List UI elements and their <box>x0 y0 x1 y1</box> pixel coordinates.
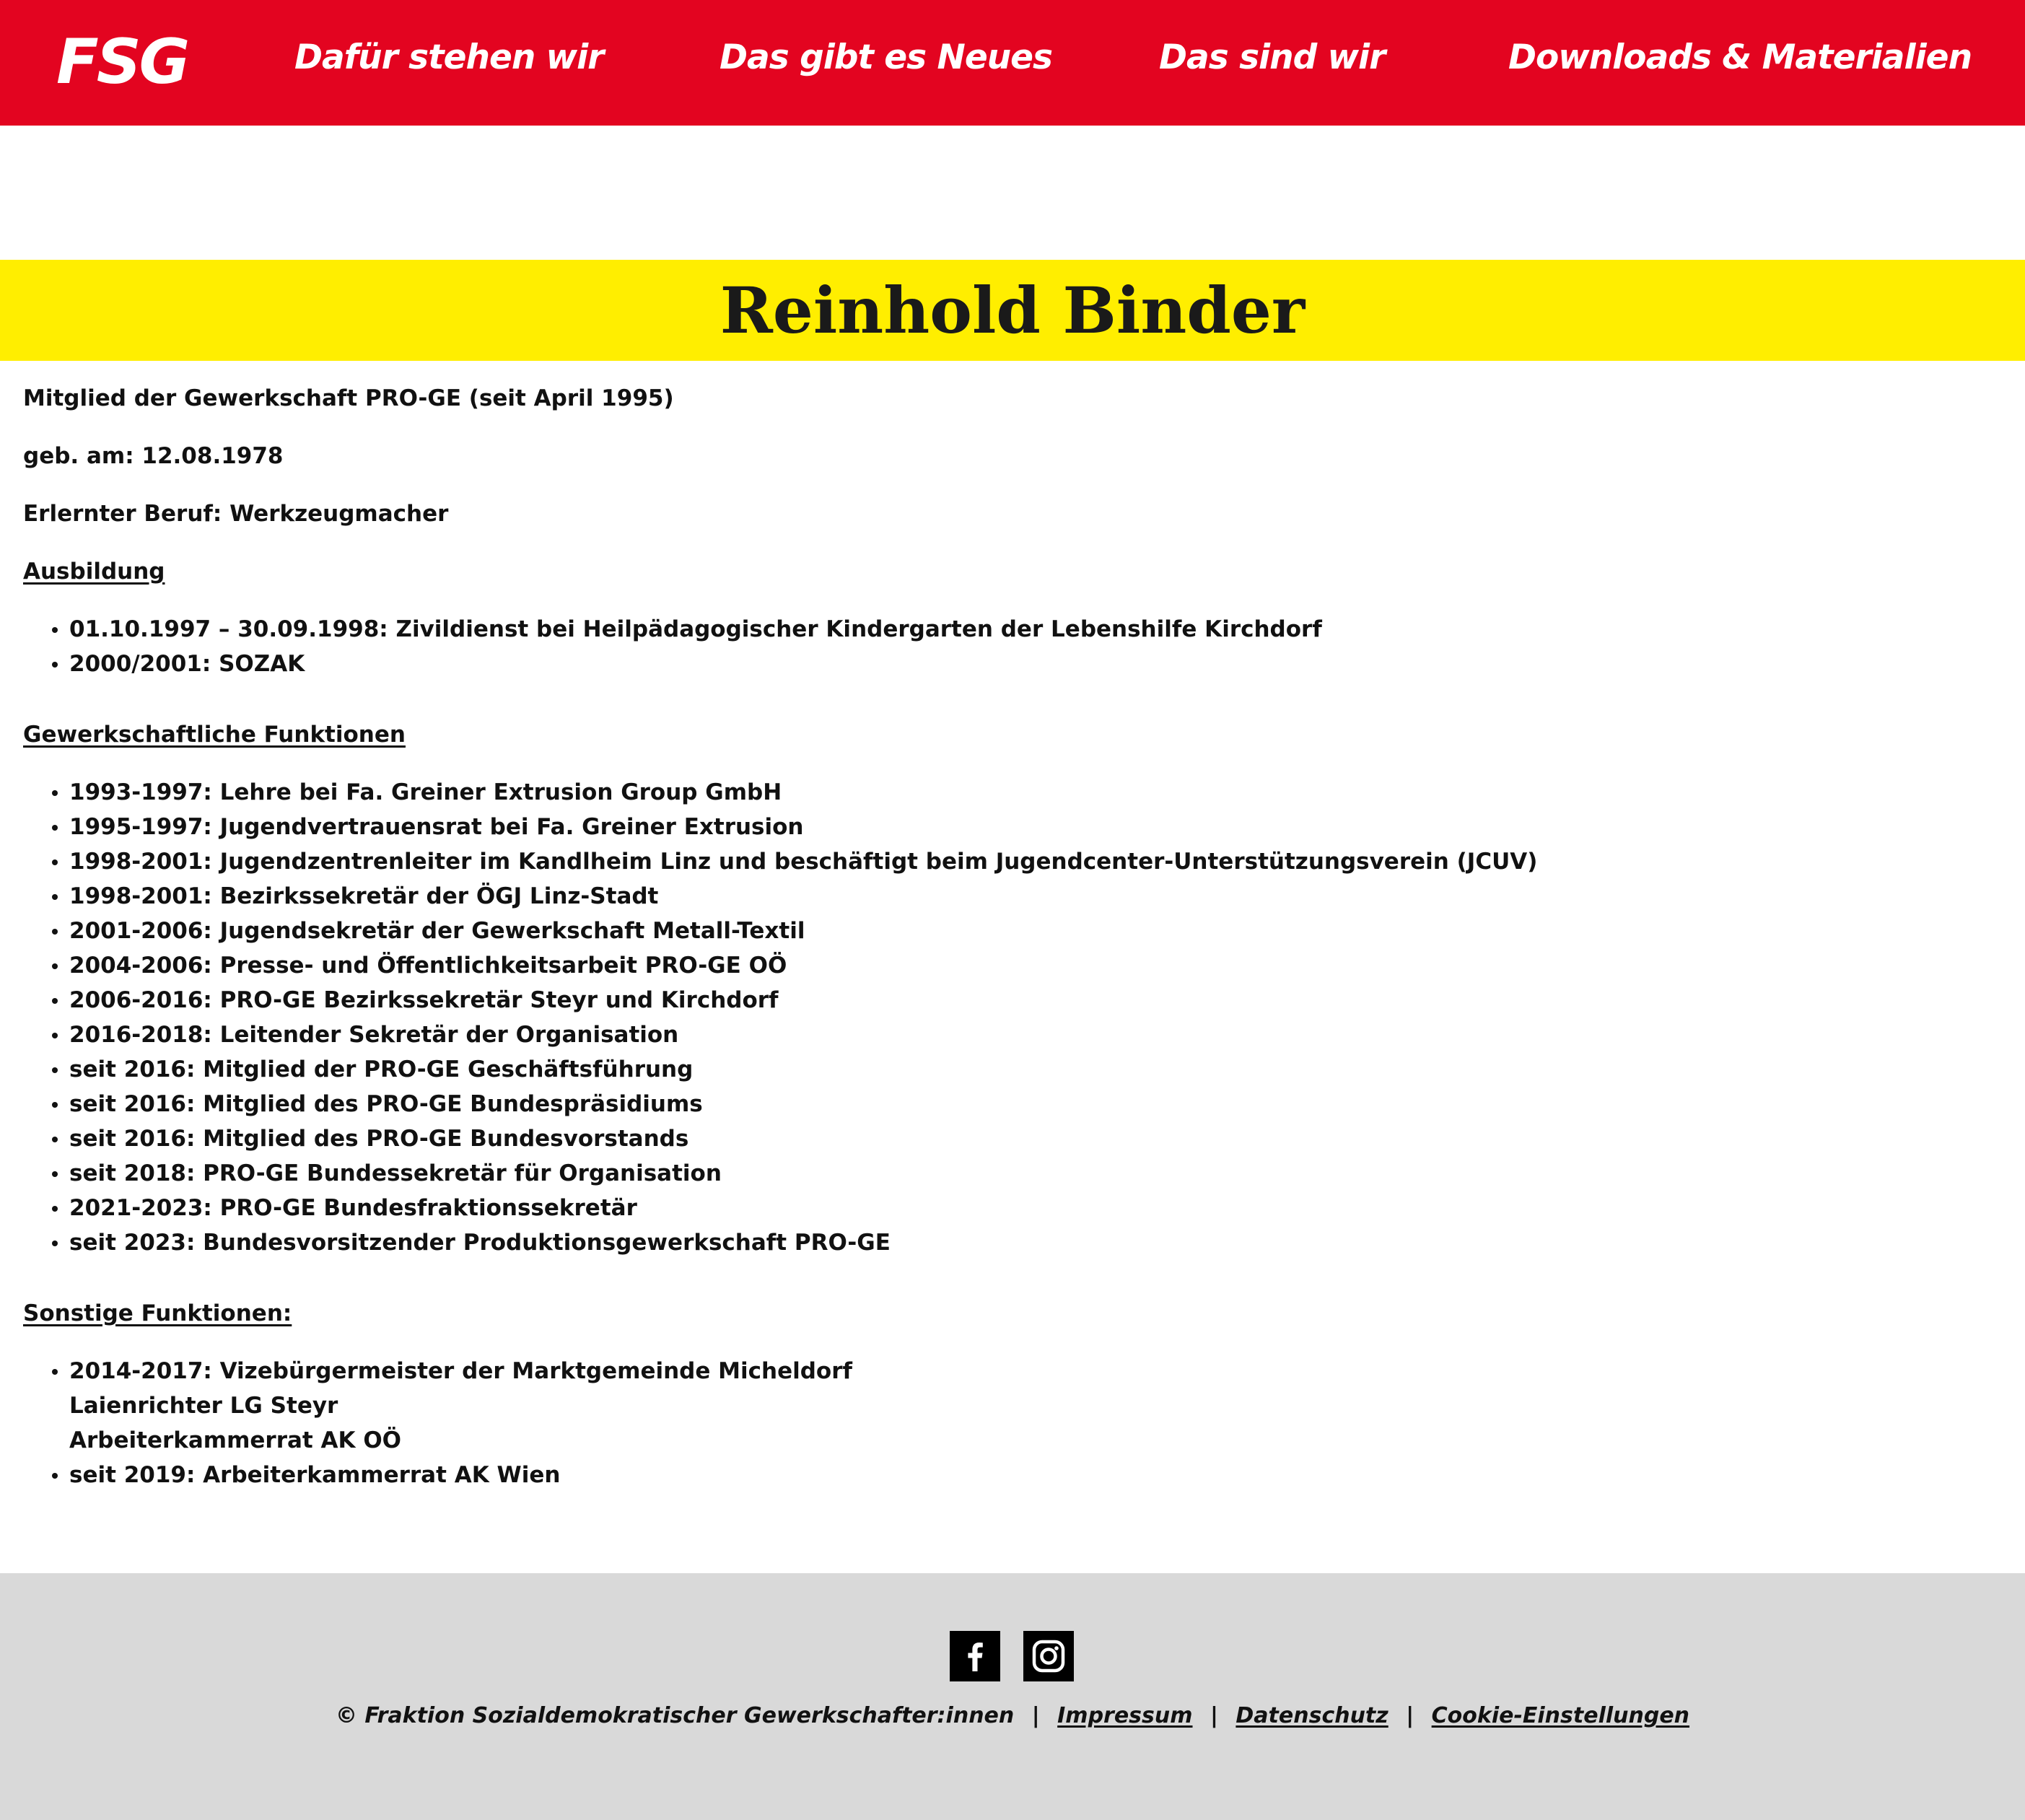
profile-content <box>23 381 1972 1492</box>
footer-legal-line <box>0 1700 2025 1732</box>
page-title: Reinhold Binder <box>720 273 1305 348</box>
list-item: 2016-2018: Leitender Sekretär der Organisation <box>23 1018 1972 1052</box>
list-item: seit 2016: Mitglied der PRO-GE Geschäftsführung <box>23 1052 1972 1087</box>
list-item: 2000/2001: SOZAK <box>23 647 1972 681</box>
title-banner <box>0 260 2025 361</box>
separator: | <box>1406 1703 1414 1728</box>
other-functions-list <box>23 1354 1972 1492</box>
separator: | <box>1210 1703 1218 1728</box>
instagram-icon[interactable] <box>1023 1631 1074 1681</box>
list-item: 2021-2023: PRO-GE Bundesfraktionssekretär <box>23 1191 1972 1225</box>
nav-item-das-gibt-es-neues[interactable]: Das gibt es Neues <box>720 38 1053 77</box>
list-item-line: Arbeiterkammerrat AK OÖ <box>69 1427 402 1453</box>
nav-item-dafuer-stehen-wir[interactable]: Dafür stehen wir <box>294 38 604 77</box>
separator: | <box>1031 1703 1040 1728</box>
education-heading: Ausbildung <box>23 559 165 585</box>
union-functions-list <box>23 775 1972 1260</box>
profession-text: Erlernter Beruf: Werkzeugmacher <box>23 501 449 527</box>
membership-text: Mitglied der Gewerkschaft PRO-GE (seit April 1995) <box>23 385 674 411</box>
list-item: 1998-2001: Jugendzentrenleiter im Kandlheim Linz und beschäftigt beim Jugendcenter-Unterstützungsverein (JCUV) <box>23 844 1972 879</box>
other-functions-heading: Sonstige Funktionen: <box>23 1300 292 1326</box>
education-list <box>23 612 1972 681</box>
list-item-line: 2014-2017: Vizebürgermeister der Marktgemeinde Micheldorf <box>69 1358 852 1384</box>
site-footer <box>0 1573 2025 1820</box>
site-header <box>0 0 2025 126</box>
list-item-line: Laienrichter LG Steyr <box>69 1393 338 1419</box>
list-item: 2004-2006: Presse- und Öffentlichkeitsarbeit PRO-GE OÖ <box>23 948 1972 983</box>
list-item: 1993-1997: Lehre bei Fa. Greiner Extrusion Group GmbH <box>23 775 1972 810</box>
nav-item-das-sind-wir[interactable]: Das sind wir <box>1159 38 1386 77</box>
list-item: seit 2016: Mitglied des PRO-GE Bundespräsidiums <box>23 1087 1972 1121</box>
copyright-text: © Fraktion Sozialdemokratischer Gewerkschafter:innen <box>335 1703 1015 1728</box>
list-item: 1995-1997: Jugendvertrauensrat bei Fa. Greiner Extrusion <box>23 810 1972 844</box>
nav-item-downloads-materialien[interactable]: Downloads & Materialien <box>1508 38 1972 77</box>
list-item: 1998-2001: Bezirkssekretär der ÖGJ Linz-Stadt <box>23 879 1972 914</box>
union-functions-heading: Gewerkschaftliche Funktionen <box>23 722 406 748</box>
birth-date-text: geb. am: 12.08.1978 <box>23 443 284 469</box>
list-item: seit 2019: Arbeiterkammerrat AK Wien <box>23 1458 1972 1492</box>
list-item: seit 2016: Mitglied des PRO-GE Bundesvorstands <box>23 1121 1972 1156</box>
list-item: seit 2018: PRO-GE Bundessekretär für Organisation <box>23 1156 1972 1191</box>
fsg-logo[interactable]: FSG <box>56 26 188 98</box>
datenschutz-link[interactable]: Datenschutz <box>1235 1703 1388 1728</box>
list-item: 01.10.1997 – 30.09.1998: Zivildienst bei Heilpädagogischer Kindergarten der Lebenshilfe Kirchdorf <box>23 612 1972 647</box>
cookie-settings-link[interactable]: Cookie-Einstellungen <box>1431 1703 1690 1728</box>
list-item <box>23 1354 1972 1458</box>
list-item: 2001-2006: Jugendsekretär der Gewerkschaft Metall-Textil <box>23 914 1972 948</box>
facebook-icon[interactable] <box>950 1631 1000 1681</box>
impressum-link[interactable]: Impressum <box>1057 1703 1193 1728</box>
list-item: seit 2023: Bundesvorsitzender Produktionsgewerkschaft PRO-GE <box>23 1225 1972 1260</box>
list-item: 2006-2016: PRO-GE Bezirkssekretär Steyr und Kirchdorf <box>23 983 1972 1018</box>
